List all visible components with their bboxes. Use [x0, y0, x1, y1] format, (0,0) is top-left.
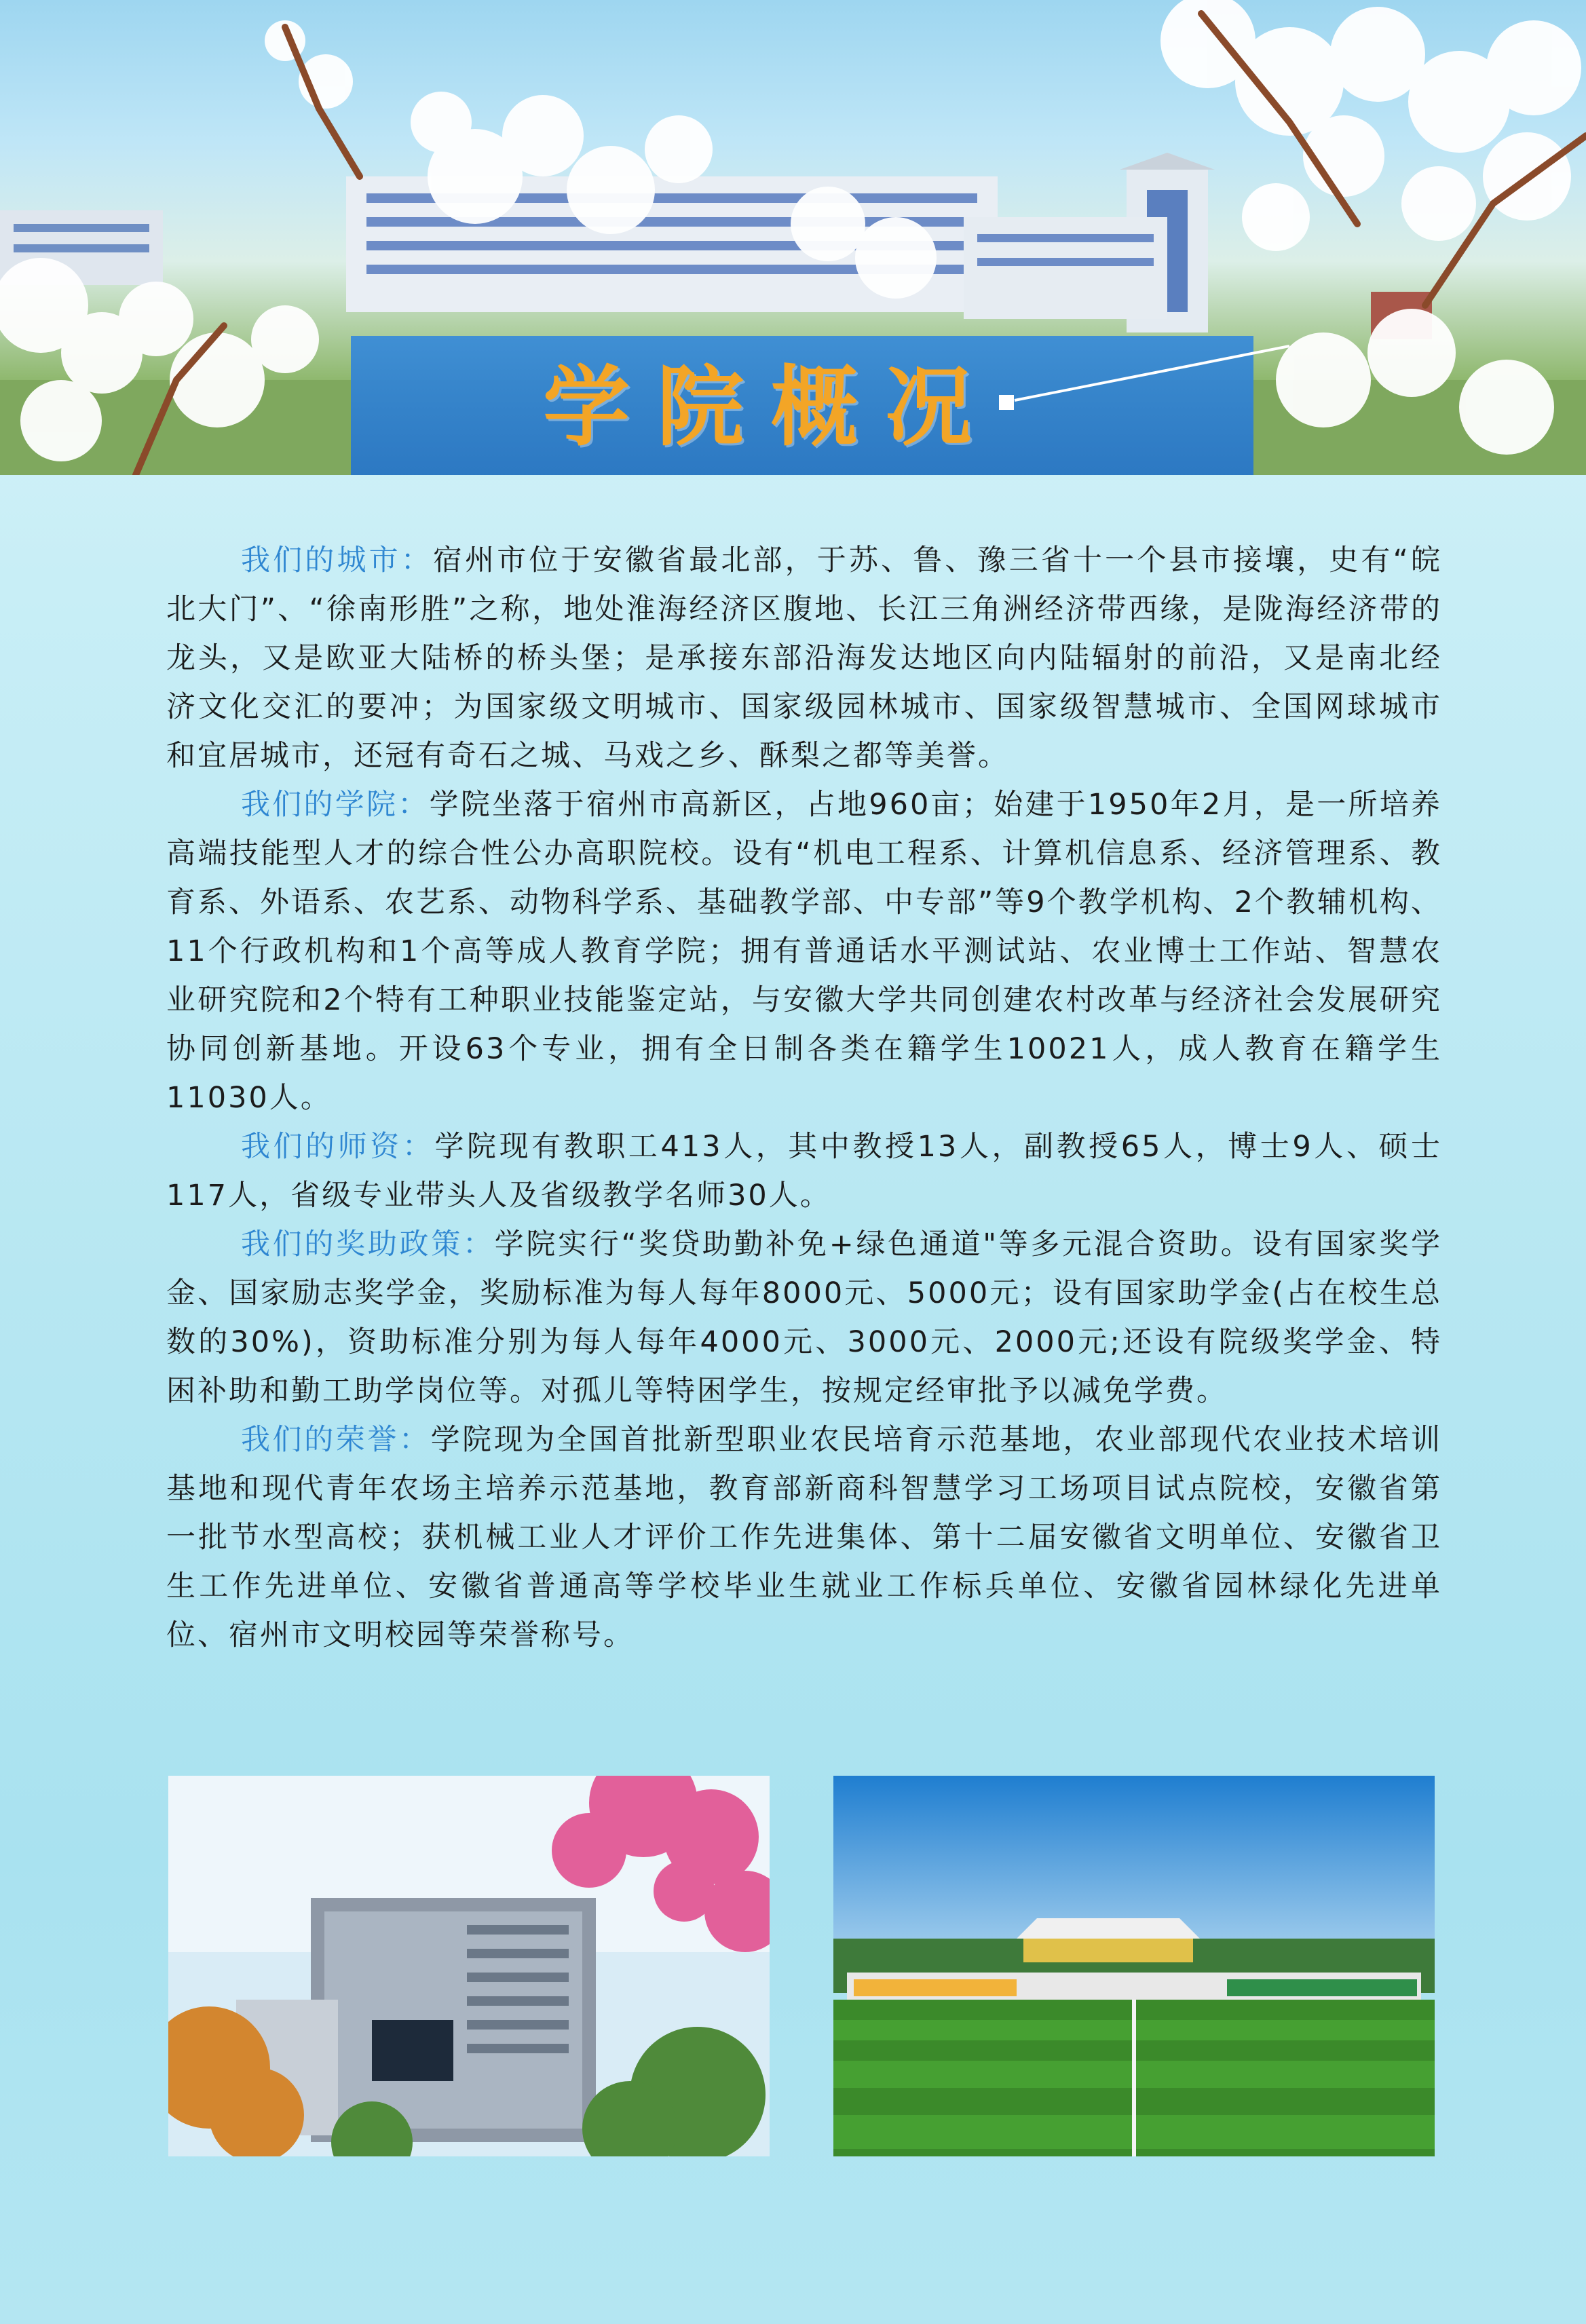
section-financial-aid: [166, 1220, 1442, 1415]
section-text: 学院现为全国首批新型职业农民培育示范基地，农业部现代农业技术培训基地和现代青年农场主培养示范基地，教育部新商科智慧学习工场项目试点院校，安徽省第一批节水型高校；获机械工业人才评价工作先进集体、第十二届安徽省文明单位、安徽省卫生工作先进单位、安徽省普通高等学校毕业生就业工作标兵单位、安徽省园林绿化先进单位、宿州市文明校园等荣誉称号。: [166, 1423, 1443, 1652]
intro-content: [166, 536, 1442, 1660]
page-title: 学院概况: [543, 356, 1000, 458]
section-honors: [166, 1415, 1442, 1660]
section-text: 学院现有教职工413人，其中教授13人，副教授65人，博士9人、硕士117人，省级专业带头人及省级教学名师30人。: [166, 1130, 1442, 1213]
section-label: 我们的学院：: [241, 788, 430, 822]
section-label: 我们的城市：: [241, 544, 433, 577]
title-dot-marker: [999, 395, 1014, 410]
section-text: 学院坐落于宿州市高新区，占地960亩；始建于1950年2月，是一所培养高端技能型人才的综合性公办高职院校。设有“机电工程系、计算机信息系、经济管理系、教育系、外语系、农艺系、动物科学系、基础教学部、中专部”等9个教学机构、2个教辅机构、11个行政机构和1个高等成人教育学院；拥有普通话水平测试站、农业博士工作站、智慧农业研究院和2个特有工种职业技能鉴定站，与安徽大学共同创建农村改革与经济社会发展研究协同创新基地。开设63个专业，拥有全日制各类在籍学生10021人，成人教育在籍学生11030人。: [166, 788, 1443, 1115]
section-label: 我们的奖助政策：: [241, 1227, 495, 1261]
section-label: 我们的荣誉：: [241, 1423, 431, 1457]
campus-building-photo: [168, 1776, 770, 2156]
section-city: [166, 536, 1442, 780]
section-text: 宿州市位于安徽省最北部，于苏、鲁、豫三省十一个县市接壤，史有“皖北大门”、“徐南形胜”之称，地处淮海经济区腹地、长江三角洲经济带西缘，是陇海经济带的龙头，又是欧亚大陆桥的桥头堡；是承接东部沿海发达地区向内陆辐射的前沿，又是南北经济文化交汇的要冲；为国家级文明城市、国家级园林城市、国家级智慧城市、全国网球城市和宜居城市，还冠有奇石之城、马戏之乡、酥梨之都等美誉。: [166, 544, 1443, 773]
section-label: 我们的师资：: [241, 1130, 435, 1164]
sports-field-photo: [833, 1776, 1435, 2156]
header-banner-photo: [0, 0, 1586, 475]
section-faculty: [166, 1122, 1442, 1220]
section-college: [166, 780, 1442, 1122]
section-text: 学院实行“奖贷助勤补免+绿色通道"等多元混合资助。设有国家奖学金、国家励志奖学金，奖励标准为每人每年8000元、5000元；设有国家助学金(占在校生总数的30%)，资助标准分别为每人每年4000元、3000元、2000元;还设有院级奖学金、特困补助和勤工助学岗位等。对孤儿等特困学生，按规定经审批予以减免学费。: [166, 1227, 1442, 1408]
